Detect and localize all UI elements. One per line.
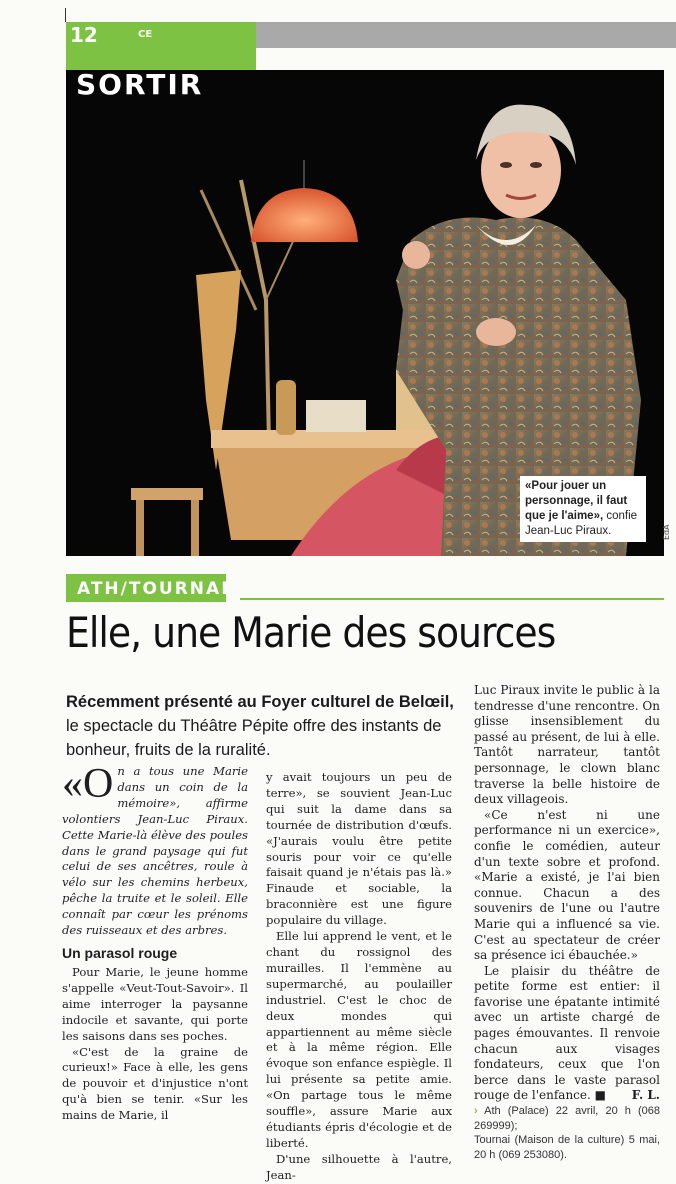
crop-mark	[65, 8, 66, 22]
paragraph: y avait toujours un peu de terre», se souvient Jean-Luc qui suit la dame dans sa tournée de distribution d'œufs. «J'aurais voulu être petite souris pour voir ce qu'elle faisait quand je n'étais pas là.» Finaude et sociable, la braconnière est une figure populaire du village.	[266, 770, 452, 928]
kicker: ATH/TOURNAI	[77, 579, 230, 599]
photo-credit: EdA	[662, 524, 671, 540]
subheading: Un parasol rouge	[62, 944, 178, 961]
event-info-text: Ath (Palace) 22 avril, 20 h (068 269999);	[474, 1105, 660, 1132]
article-column-1	[62, 761, 248, 1124]
caption-attribution: confie Jean-Luc Piraux.	[525, 510, 638, 537]
article-column-2	[266, 770, 452, 1184]
paragraph	[474, 964, 660, 1104]
section-code: CE	[138, 29, 153, 40]
paragraph	[62, 761, 248, 939]
page-number: 12	[70, 23, 98, 47]
paragraph: D'une silhouette à l'autre, Jean-	[266, 1151, 452, 1182]
lead-bold: Récemment présenté au Foyer culturel de Belœil,	[66, 693, 454, 711]
photo-caption	[525, 479, 645, 539]
paragraph-text: Le plaisir du théâtre de petite forme est entier: il favorise une épatante intimité avec un artiste chargé de pages émouvantes. Il renvoie chacun aux visages fondateurs, ceux que l'on berce dans le vaste parasol rouge de l'enfance. ■	[474, 963, 660, 1103]
event-info-ath	[474, 1104, 660, 1133]
lead-rest: le spectacle du Théâtre Pépite offre des instants de bonheur, fruits de la ruralité.	[66, 717, 442, 759]
headline: Elle, une Marie des sources	[66, 608, 556, 657]
paragraph: Luc Piraux invite le public à la tendresse d'une rencontre. On glisse insensiblement du passé au présent, de lui à elle. Tantôt narrateur, tantôt personnage, le clown blanc traverse la belle histoire de deux villageois.	[474, 683, 660, 807]
article-lead	[66, 690, 470, 762]
caption-quote: «Pour jouer un personnage, il faut que je l'aime»,	[525, 480, 628, 522]
section-title: SORTIR	[76, 68, 204, 101]
paragraph: Elle lui apprend le vent, et le chant du rossignol des murailles. Il l'emmène au supermarché, au poulailler industriel. C'est le choc de deux mondes qui appartiennent au même siècle et à la même région. Elle évoque son enfance espiègle. Il lui présente sa petite amie. «On partage tous le même souffle», assure Marie aux étudiants épris d'écologie et de liberté.	[266, 929, 452, 1150]
kicker-rule	[240, 598, 664, 600]
paragraph: «C'est de la graine de curieux!» Face à elle, les gens de pouvoir et d'injustice n'ont qu'à bien se tenir. «Sur les mains de Marie, il	[62, 1044, 248, 1123]
arrow-icon: ›	[474, 1105, 478, 1118]
article-column-3	[474, 683, 660, 1162]
author-signature: F. L.	[631, 1088, 660, 1103]
paragraph-text: n a tous une Marie dans un coin de la mémoire», affirme volontiers Jean-Luc Piraux. Cette Marie-là élève des poules dans le grand paysage qui fut celui de ses ancêtres, roule à vélo sur les chemins herbeux, pêche la truite et le soleil. Elle connaît par cœur les prénoms des ruisseaux et des arbres.	[62, 764, 248, 938]
drop-cap: «O	[62, 761, 114, 807]
paragraph: Pour Marie, le jeune homme s'appelle «Veut-Tout-Savoir». Il aime interroger la paysanne indocile et savante, qui porte les saisons dans ses poches.	[62, 964, 248, 1043]
event-info-tournai: Tournai (Maison de la culture) 5 mai, 20 h (069 253080).	[474, 1134, 660, 1161]
paragraph: «Ce n'est ni une performance ni un exercice», confie le comédien, auteur d'un texte sobre et profond. «Marie a existé, je l'ai bien connue. Chacun a des souvenirs de l'une ou l'autre Marie qui a influencé sa vie. C'est au spectateur de créer sa présence ici ébauchée.»	[474, 807, 660, 963]
